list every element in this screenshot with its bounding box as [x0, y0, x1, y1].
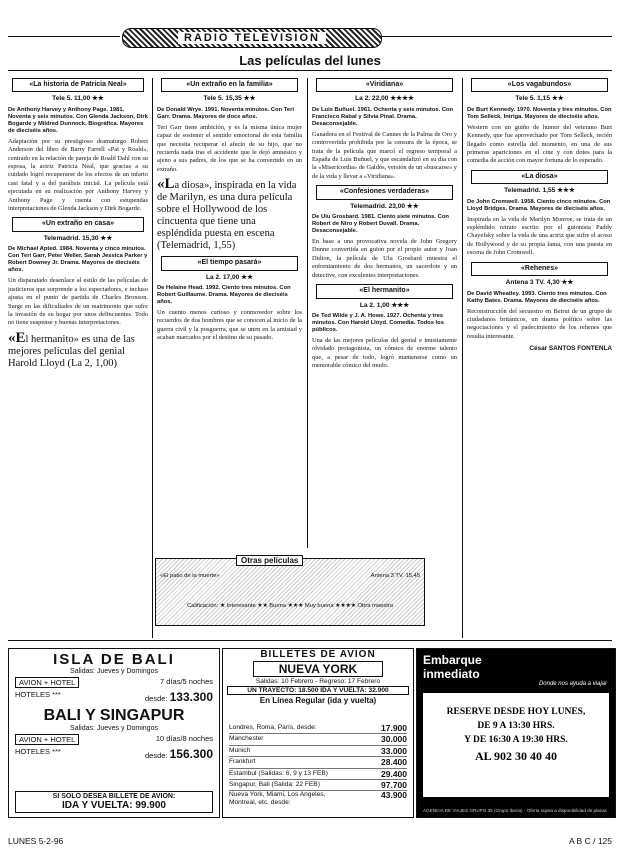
section-banner: [122, 28, 382, 48]
channel-time: La 2. 22,00 ★★★★: [355, 95, 414, 103]
channel-time: Telemadrid. 15,30 ★★: [43, 234, 113, 242]
destination: Frankfurt: [229, 758, 256, 766]
film-review: En base a una provocativa novela de John Gregory Dunne convertida en guion por el propio autor y Joan Didion, la película de Ulu Grosbard muestra el enfrentamiento de dos hermanos, un sacerdote y un detective, con excelentes interpretaciones.: [312, 238, 457, 279]
channel-time: La 2. 17,00 ★★: [205, 273, 253, 281]
fare: 17.900: [381, 723, 407, 733]
film-title-box: «Viridiana»: [316, 78, 453, 92]
hotel-class: HOTELES ***: [15, 690, 61, 699]
other-film-title: «El patio de la muerte»: [160, 573, 220, 579]
ad-bali-departures: Salidas: Jueves y Domingos: [70, 668, 158, 675]
film-title-box: «Un extraño en casa»: [12, 217, 144, 231]
title-line-2: inmediato: [423, 667, 480, 681]
ad-bali-package: [15, 677, 213, 688]
column-divider: [462, 78, 463, 638]
fare: 30.000: [381, 734, 407, 745]
footer-date: LUNES 5-2-96: [8, 836, 64, 846]
rating-legend: [160, 603, 420, 609]
price-label: desde:: [144, 694, 168, 703]
ads-rule: [8, 640, 612, 641]
footer-line-2: IDA Y VUELTA: 99.900: [62, 800, 166, 811]
film-credits: De Ted Wilde y J. A. Howe. 1927. Ochenta y tres minutos. Con Harold Lloyd. Comedia. Todos los públicos.: [312, 312, 444, 333]
film-credits: De Luis Buñuel. 1961. Ochenta y seis minutos. Con Francisco Rabal y Silvia Pinal. Drama. Desaconsejable.: [312, 106, 454, 127]
film-credits: De David Wheatley. 1993. Ciento tres minutos. Con Kathy Bates. Drama. Mayores de dieciséis años.: [467, 290, 607, 304]
film-credits: De Donald Wrye. 1991. Noventa minutos. Con Teri Garr. Drama. Mayores de doce años.: [157, 106, 295, 120]
title-line-1: Embarque: [423, 653, 482, 667]
footer-page: A B C / 125: [569, 836, 612, 846]
title-rule: [8, 70, 612, 71]
ad-billetes-city: NUEVA YORK: [253, 661, 383, 677]
pull-quote-lead: «E: [8, 329, 26, 346]
ad-bali-footer: [15, 791, 213, 813]
fare: 97.700: [381, 779, 407, 790]
ad-embarque-panel: [423, 693, 609, 797]
other-film-channel: Antena 3 TV. 15,45: [370, 573, 420, 579]
banner-text: RADIO TELEVISION: [178, 32, 326, 44]
price: 156.300: [169, 747, 213, 761]
footer-line-1: SI SOLO DESEA BILLETE DE AVION:: [52, 793, 176, 800]
rating-legend-text: Calificación: ★ Interesante ★★ Buena ★★★ Muy buena ★★★★ Obra maestra: [187, 603, 393, 609]
column-divider: [152, 78, 153, 638]
film-credits: De Michael Apted. 1984. Noventa y cinco minutos. Con Teri Garr, Peter Weller, Sarah Jessica Parker y Robert Downey Jr. Drama. Mayores de dieciséis años.: [8, 246, 148, 274]
other-films-title: Otras películas: [236, 555, 303, 566]
ad-line: DE 9 A 13:30 HRS.: [477, 721, 555, 731]
film-title-box: «Confesiones verdaderas»: [316, 185, 453, 199]
column-3: [312, 78, 457, 548]
other-film-row: [160, 573, 420, 579]
film-credits: De Anthony Harvey y Anthony Page. 1981. Noventa y seis minutos. Con Glenda Jackson, Dirk Bogarde y Mildred Dunnock. Biográfica. Mayores de dieciséis años.: [8, 106, 148, 134]
ad-line: Y DE 16:30 A 19:30 HRS.: [464, 735, 568, 745]
ad-embarque-subtitle: Donde nos ayuda a viajar: [538, 681, 607, 687]
pull-quote: [8, 329, 148, 370]
ad-bali-package-2: [15, 734, 213, 745]
film-review: Teri Garr tiene ambición, y es la misma única mujer capaz de sostener el sentido emocional de esta familia que necesita recuperar el afecto de su hijo, que no recuerda nada tras el accidente que le dejó amnésico y ajeno a sus padres, de los que se ha convertido en un extraño.: [157, 123, 302, 173]
price-label: desde:: [144, 751, 168, 760]
ad-billetes-fares: UN TRAYECTO: 18.500 IDA Y VUELTA: 32.900: [227, 686, 409, 695]
film-title-box: «Los vagabundos»: [471, 78, 608, 92]
ad-bali-title-2: BALI Y SINGAPUR: [43, 707, 185, 724]
channel-time: Telemadrid. 1,55 ★★★: [504, 187, 575, 195]
table-row: [229, 769, 407, 780]
nights: 7 días/5 noches: [160, 677, 213, 686]
film-title-box: «La historia de Patricia Neal»: [12, 78, 144, 92]
film-credits: De John Cromwell. 1958. Ciento cinco minutos. Con Lloyd Bridges. Drama. Mayores de dieciséis años.: [467, 198, 611, 212]
ad-billetes-dates: Salidas: 10 Febrero - Regreso: 17 Febrero: [255, 678, 381, 685]
ad-line: RESERVE DESDE HOY LUNES,: [446, 707, 586, 717]
column-1: [8, 78, 148, 646]
film-review: Reconstrucción del secuestro en Beirut de un grupo de ciudadanos británicos, un drama político sobre las negociaciones y el padecimiento de los rehenes que resulta interesante.: [467, 307, 612, 340]
destination: Manchester: [229, 735, 264, 743]
film-review: Inspirada en la vida de Marilyn Monroe, se trata de un espléndido retrato escrito por el guionista Paddy Chayefsky sobre la vida de una actriz que sufre el acoso de Hollywood y de su propia fama, con una puesta en escena de John Cromwell.: [467, 215, 612, 257]
fare: 28.400: [381, 757, 407, 768]
ad-embarque-title: [423, 653, 609, 681]
channel-time: La 2. 1,00 ★★★: [359, 301, 410, 309]
ad-billetes-section: En Línea Regular (ida y vuelta): [259, 696, 377, 705]
other-films-box: [155, 558, 425, 626]
ad-billetes-table: [229, 723, 407, 807]
channel-time: Tele 5. 11,00 ★★: [52, 95, 104, 103]
destination: Singapur, Bali (Salida: 22 FEB): [229, 780, 320, 788]
fare: 43.900: [381, 790, 407, 801]
film-credits: De Ulu Grosbard. 1981. Ciento siete minutos. Con Robert de Niro y Robert Duvall. Drama. Desaconsejable.: [312, 214, 449, 235]
route: AVION + HOTEL: [15, 734, 79, 745]
table-row: [229, 723, 407, 734]
channel-time: Antena 3 TV. 4,30 ★★: [505, 279, 574, 287]
table-row: [229, 791, 407, 807]
table-row: [229, 746, 407, 757]
film-credits: De Helaine Head. 1992. Ciento tres minutos. Con Robert Guillaume. Drama. Mayores de dieciséis años.: [157, 285, 291, 306]
destination: Munich: [229, 746, 251, 754]
film-credits: De Burt Kennedy. 1970. Noventa y tres minutos. Con Tom Selleck. Intriga. Mayores de dieciséis años.: [467, 106, 612, 120]
ad-billetes: [222, 648, 414, 818]
ad-bali-price-row-2: [15, 747, 213, 761]
film-title-box: «La diosa»: [471, 170, 608, 184]
film-review: Un disparatado desenlace al estilo de las películas de justicieros que sorprende a los espectadores, e incluso ajusta en el punto de partida de Charles Bronson. Surge en las dificultades de un matrimonio que sufre la invasión de su hogar por unos delincuentes. Todo no tiene suspense y buenas interpretaciones.: [8, 277, 148, 327]
film-review: Western con un guiño de humor del veterano Burt Kennedy, que fue aprovechado por Tom Selleck, recién llegado como estrella del momento, en una de sus primeras apariciones en el cine y con dotes para la comedia de acción con mayor fortuna de lo esperado.: [467, 123, 612, 165]
hotel-class: HOTELES ***: [15, 747, 61, 756]
ad-bali-price-row: [15, 690, 213, 704]
destination: Londres, Roma, París, desde:: [229, 724, 317, 731]
ad-bali-title: ISLA DE BALI: [53, 651, 175, 668]
route: AVION + HOTEL: [15, 677, 79, 688]
fare: 33.000: [381, 745, 407, 756]
film-review: Adaptación por su prestigioso dramaturgo Robert Anderson del libro de Barry Farrell «Pat y Roald», centrado en la relación de pareja de Roald Dahl con su esposa, la actriz Patricia Neal, que gracias a su cuidado logró recuperarse de los efectos de un infarto casi fatal y a del parálisis inicial. La película está ejecutada en su realización por Anthony Harvey y Anthony Page y cuenta con estupendas interpretaciones de Glenda Jackson y Dirk Bogarde.: [8, 137, 148, 213]
fare: 29.400: [381, 768, 407, 779]
critic-signature: César SANTOS FONTENLA: [529, 345, 612, 353]
pull-quote-text: l hermanito» es una de las mejores películas del genial Harold Lloyd (La 2, 1,00): [8, 333, 135, 369]
ad-billetes-title: BILLETES DE AVION: [260, 649, 376, 660]
pull-quote-text: a diosa», inspirada en la vida de Marilyn, es una dura película sobre el Hollywood de los cincuenta que tiene una espléndida puesta en escena (Telemadrid, 1,55): [157, 180, 297, 252]
nights: 10 días/8 noches: [155, 734, 213, 743]
film-title-box: «El hermanito»: [316, 284, 453, 298]
destination: Nueva York, Miami, Los Angeles, Montreal, etc. desde:: [229, 791, 326, 807]
destination: Estambul (Salidas: 6, 9 y 13 FEB): [229, 769, 328, 777]
film-review: Un cuento menos curioso y conmovedor sobre los recuerdos de dos hombres que se conocen al inicio de la guerra civil y la posguerra, que se unen en la amistad y acaban marcados por el destino de su pasado.: [157, 309, 302, 342]
film-review: Ganadora en el Festival de Cannes de la Palma de Oro y controvertida prohibida por la censura de la época, se trata de la película que marcó el regreso temporal a España de Luis Buñuel, y que escandalizó en su día con la «Misericordia» de Galdós, versión de un «buscarse» y de la vida y llevar a «Viridiana».: [312, 130, 457, 180]
film-title-box: «Rehenes»: [471, 262, 608, 276]
pull-quote: [157, 178, 302, 252]
section-title: Las películas del lunes: [239, 53, 381, 68]
channel-time: Telemadrid. 23,00 ★★: [350, 202, 419, 210]
ad-phone: AL 902 30 40 40: [474, 749, 557, 763]
ad-embarque-fineprint: AGENCIA DE VIAJES GRUPO 36 (Grupo Iberia) · Oferta sujeta a disponibilidad de plazas: [423, 808, 607, 813]
ad-bali-departures-2: Salidas: Jueves y Domingos: [70, 725, 158, 732]
table-row: [229, 757, 407, 768]
film-title-box: «El tiempo pasará»: [161, 256, 298, 270]
film-review: Una de las mejores películas del genial e inusitamente olvidado protagonista, un cómico de enorme talento que, a pesar de todo, logró mantenerse como un memorable cómico del mudo.: [312, 336, 457, 370]
header-rule-right: [382, 36, 612, 37]
pull-quote-lead: «L: [157, 176, 175, 193]
column-divider: [307, 78, 308, 548]
channel-time: Tele 5. 1,15 ★★: [515, 95, 564, 103]
column-4: [467, 78, 612, 638]
film-title-box: «Un extraño en la familia»: [161, 78, 298, 92]
ad-bali: [8, 648, 220, 818]
column-2: [157, 78, 302, 548]
price: 133.300: [169, 690, 213, 704]
ad-embarque: [416, 648, 616, 818]
channel-time: Tele 5. 15,35 ★★: [203, 95, 256, 103]
header-rule-left: [8, 36, 120, 37]
table-row: [229, 734, 407, 745]
